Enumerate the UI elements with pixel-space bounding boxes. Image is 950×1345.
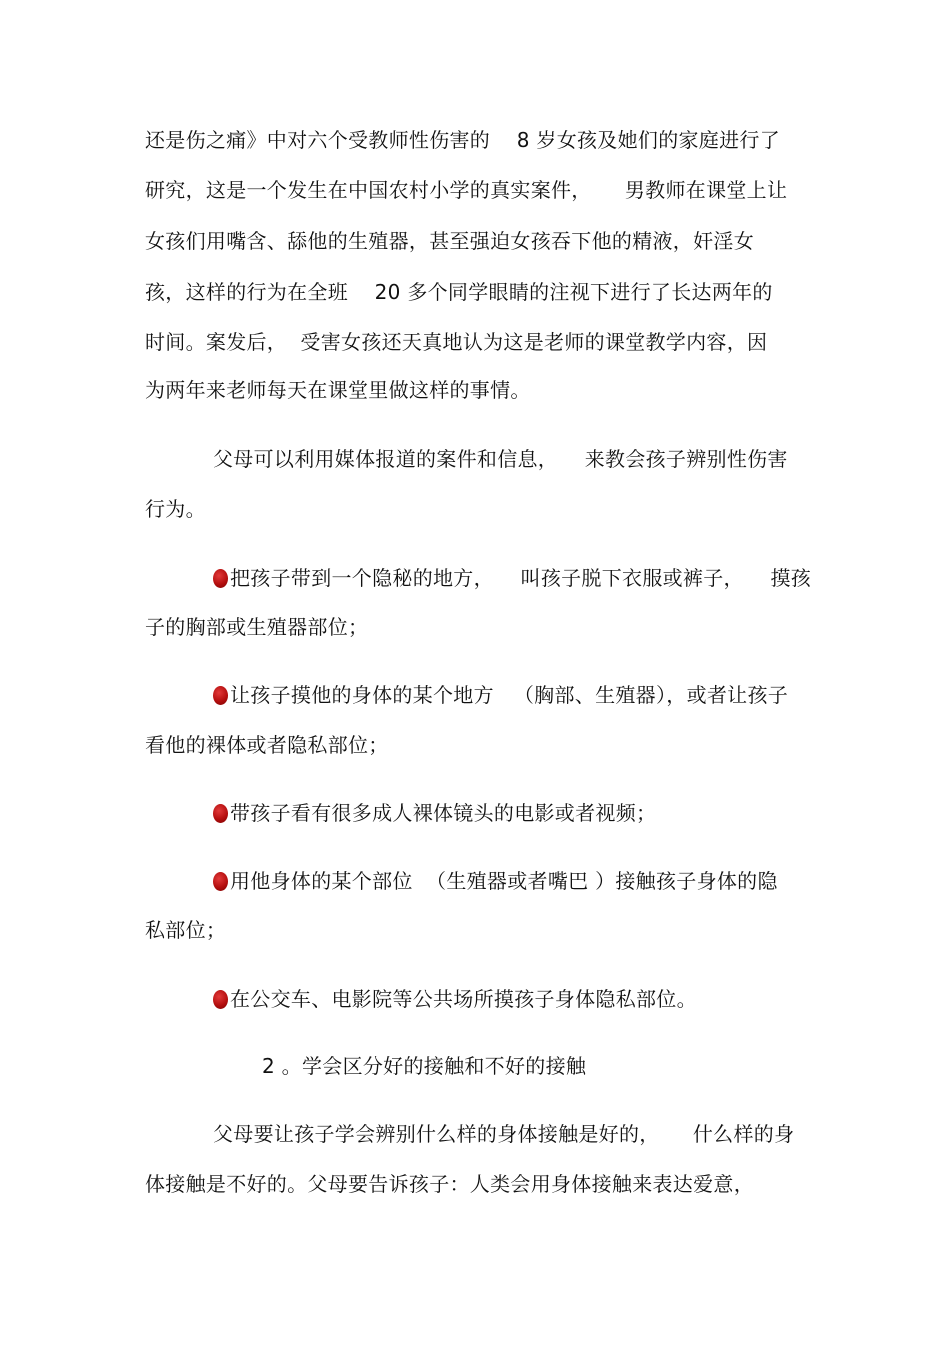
paragraph-line: 研究，这是一个发生在中国农村小学的真实案件， 男教师在课堂上让 <box>145 178 788 202</box>
red-dot-bullet-icon <box>213 804 228 823</box>
bullet-text: 在公交车、电影院等公共场所摸孩子身体隐私部位。 <box>230 987 697 1011</box>
red-dot-bullet-icon <box>213 686 228 705</box>
paragraph-line: 父母要让孩子学会辨别什么样的身体接触是好的， 什么样的身 <box>213 1122 795 1146</box>
paragraph-line: 为两年来老师每天在课堂里做这样的事情。 <box>145 378 531 402</box>
paragraph-line: 子的胸部或生殖器部位； <box>145 615 369 639</box>
bullet-item <box>213 869 778 893</box>
red-dot-bullet-icon <box>213 990 228 1009</box>
red-dot-bullet-icon <box>213 569 228 588</box>
paragraph-line: 体接触是不好的。父母要告诉孩子：人类会用身体接触来表达爱意， <box>145 1172 754 1196</box>
paragraph-line: 父母可以利用媒体报道的案件和信息， 来教会孩子辨别性伤害 <box>213 447 788 471</box>
paragraph-line: 女孩们用嘴含、舔他的生殖器，甚至强迫女孩吞下他的精液，奸淫女 <box>145 229 754 253</box>
bullet-item <box>213 987 697 1011</box>
bullet-text: 让孩子摸他的身体的某个地方 （胸部、生殖器），或者让孩子 <box>230 683 789 707</box>
red-dot-bullet-icon <box>213 872 228 891</box>
paragraph-line: 看他的裸体或者隐私部位； <box>145 733 389 757</box>
paragraph-line: 还是伤之痛》中对六个受教师性伤害的 8 岁女孩及她们的家庭进行了 <box>145 128 781 152</box>
bullet-text: 用他身体的某个部位 （生殖器或者嘴巴 ）接触孩子身体的隐 <box>230 869 778 893</box>
paragraph-line: 孩，这样的行为在全班 20 多个同学眼睛的注视下进行了长达两年的 <box>145 280 773 304</box>
bullet-item <box>213 801 656 825</box>
bullet-text: 带孩子看有很多成人裸体镜头的电影或者视频； <box>230 801 657 825</box>
paragraph-line: 时间。案发后， 受害女孩还天真地认为这是老师的课堂教学内容，因 <box>145 330 768 354</box>
bullet-item <box>213 683 788 707</box>
bullet-item <box>213 566 811 590</box>
bullet-text: 把孩子带到一个隐秘的地方， 叫孩子脱下衣服或裤子， 摸孩 <box>230 566 812 590</box>
paragraph-line: 行为。 <box>145 497 206 521</box>
paragraph-line: 私部位； <box>145 918 227 942</box>
section-heading: 2 。学会区分好的接触和不好的接触 <box>262 1054 587 1078</box>
